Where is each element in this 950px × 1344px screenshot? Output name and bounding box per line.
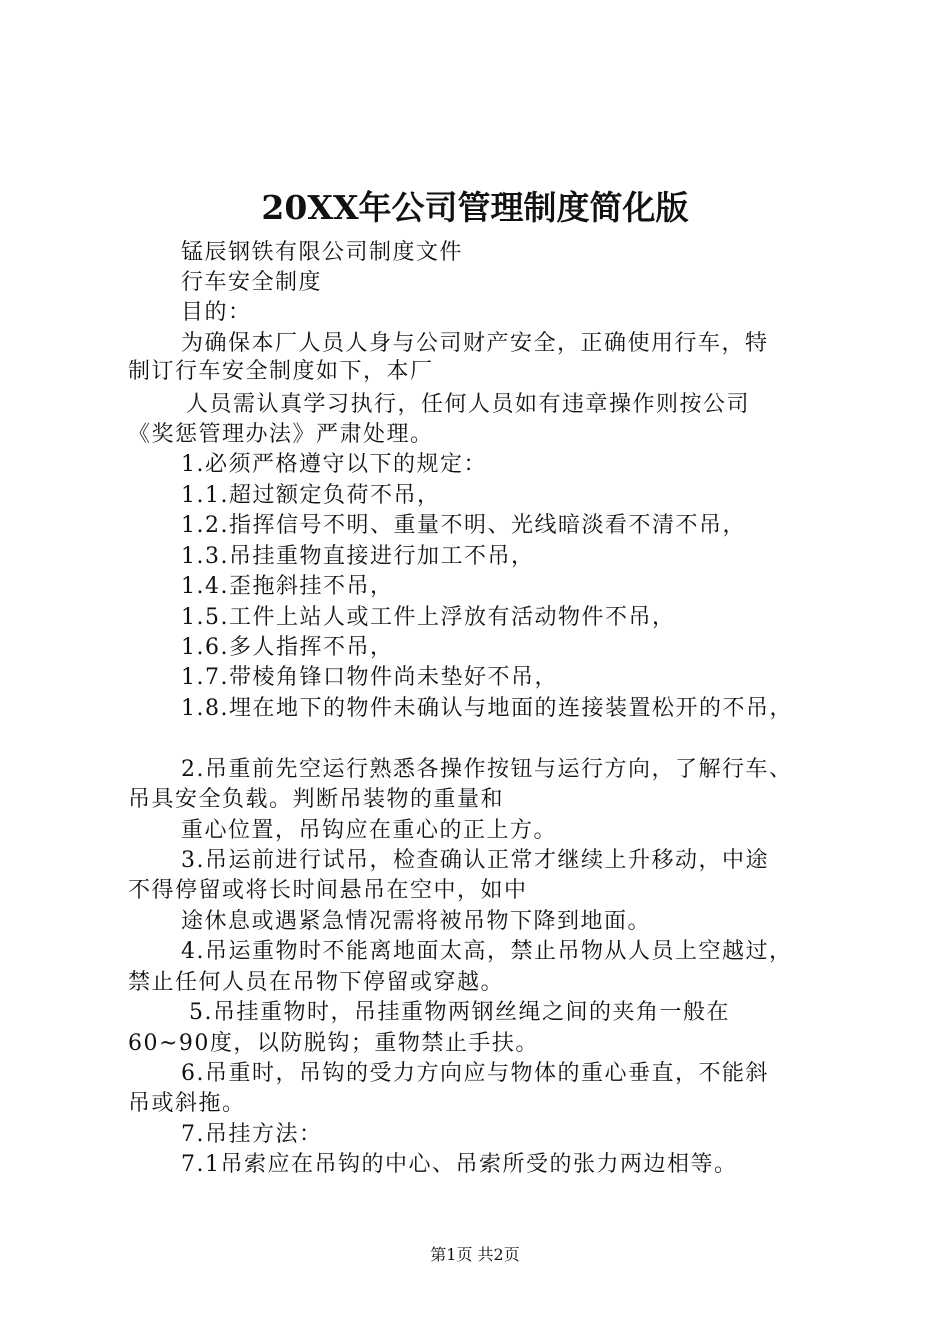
body-line: 1.3.吊挂重物直接进行加工不吊， (181, 544, 535, 569)
body-line: 制订行车安全制度如下，本厂 (128, 359, 434, 384)
body-line: 1.6.多人指挥不吊， (181, 635, 394, 660)
body-line: 吊具安全负载。判断吊装物的重量和 (128, 787, 505, 812)
document-title: 20XX年公司管理制度简化版 (261, 188, 689, 227)
body-line: 目的： (181, 300, 252, 325)
body-line: 4.吊运重物时不能离地面太高，禁止吊物从人员上空越过， (181, 939, 793, 964)
body-line: 重心位置，吊钩应在重心的正上方。 (181, 818, 558, 843)
body-line: 禁止任何人员在吊物下停留或穿越。 (128, 970, 505, 995)
body-line: 1.必须严格遵守以下的规定： (181, 452, 487, 477)
body-line: 《奖惩管理办法》严肃处理。 (128, 422, 434, 447)
body-line: 7.吊挂方法： (181, 1122, 323, 1147)
body-line: 行车安全制度 (181, 270, 323, 295)
body-line: 3.吊运前进行试吊，检查确认正常才继续上升移动，中途 (181, 848, 769, 873)
body-line: 2.吊重前先空运行熟悉各操作按钮与运行方向，了解行车、 (181, 757, 793, 782)
body-line: 1.7.带棱角锋口物件尚未垫好不吊， (181, 665, 558, 690)
body-line: 不得停留或将长时间悬吊在空中，如中 (128, 878, 528, 903)
body-line: 60~90度，以防脱钩；重物禁止手扶。 (128, 1031, 539, 1056)
page-footer: 第1页 共2页 (430, 1245, 520, 1264)
body-line: 吊或斜拖。 (128, 1091, 246, 1116)
body-line: 1.8.埋在地下的物件未确认与地面的连接装置松开的不吊， (181, 696, 793, 721)
body-line: 1.2.指挥信号不明、重量不明、光线暗淡看不清不吊， (181, 513, 746, 538)
body-line: 5.吊挂重物时，吊挂重物两钢丝绳之间的夹角一般在 (189, 1000, 730, 1025)
body-line: 为确保本厂人员人身与公司财产安全，正确使用行车，特 (181, 331, 769, 356)
body-line: 锰辰钢铁有限公司制度文件 (181, 240, 464, 265)
body-line: 1.5.工件上站人或工件上浮放有活动物件不吊， (181, 605, 676, 630)
body-line: 1.4.歪拖斜挂不吊， (181, 574, 394, 599)
body-line: 7.1吊索应在吊钩的中心、吊索所受的张力两边相等。 (181, 1152, 738, 1177)
body-line: 1.1.超过额定负荷不吊， (181, 483, 441, 508)
body-line: 人员需认真学习执行，任何人员如有违章操作则按公司 (186, 392, 751, 417)
body-line: 6.吊重时，吊钩的受力方向应与物体的重心垂直，不能斜 (181, 1061, 769, 1086)
body-line: 途休息或遇紧急情况需将被吊物下降到地面。 (181, 909, 652, 934)
